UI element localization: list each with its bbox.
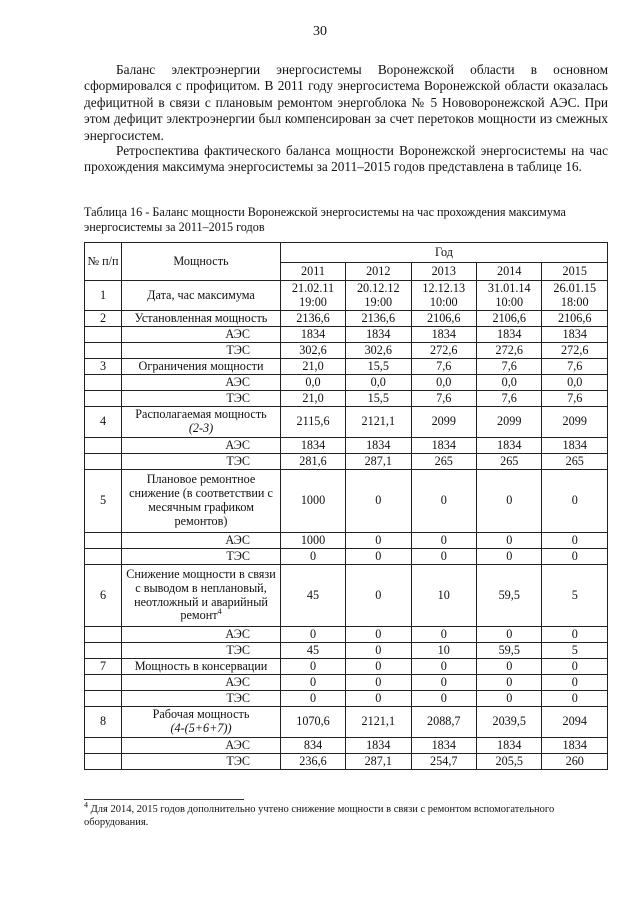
cell-value: 26.01.15 18:00 (542, 281, 608, 311)
cell-value: 0 (477, 675, 542, 691)
cell-value: 0 (346, 533, 411, 549)
table-row (85, 375, 608, 391)
table-row (85, 565, 608, 627)
row-number: 3 (85, 359, 122, 375)
cell-value: 287,1 (346, 754, 411, 770)
cell-value: 7,6 (542, 359, 608, 375)
cell-value: 59,5 (477, 565, 542, 627)
cell-value: 2106,6 (542, 311, 608, 327)
cell-value: 1834 (411, 438, 476, 454)
row-label-text: АЭС (225, 674, 250, 689)
cell-value: 0 (477, 691, 542, 707)
row-label (122, 375, 281, 391)
header-year-3: 2014 (477, 263, 542, 281)
cell-value: 15,5 (346, 391, 411, 407)
cell-value: 12.12.13 10:00 (411, 281, 476, 311)
cell-value: 0 (477, 549, 542, 565)
row-label-text: АЭС (225, 374, 250, 389)
cell-value: 1834 (542, 327, 608, 343)
table-row (85, 470, 608, 533)
row-label (122, 311, 281, 327)
table-row (85, 754, 608, 770)
row-number (85, 391, 122, 407)
cell-value: 2121,1 (346, 707, 411, 738)
cell-value: 45 (281, 565, 346, 627)
cell-value: 2136,6 (281, 311, 346, 327)
table-row (85, 327, 608, 343)
cell-value: 0 (477, 659, 542, 675)
cell-value: 0 (281, 549, 346, 565)
cell-value: 2106,6 (477, 311, 542, 327)
row-label-text: АЭС (225, 626, 250, 641)
cell-value: 302,6 (281, 343, 346, 359)
header-power: Мощность (122, 243, 281, 281)
row-label-text: Дата, час максимума (147, 287, 255, 302)
cell-value: 0 (346, 549, 411, 565)
cell-value: 0,0 (346, 375, 411, 391)
cell-value: 0,0 (281, 375, 346, 391)
cell-value: 1834 (477, 738, 542, 754)
row-label (122, 407, 281, 438)
footnote (84, 800, 608, 829)
table-row (85, 643, 608, 659)
cell-value: 2136,6 (346, 311, 411, 327)
row-number (85, 738, 122, 754)
cell-value: 0 (346, 470, 411, 533)
cell-value: 1834 (542, 438, 608, 454)
cell-value: 0 (346, 691, 411, 707)
cell-value: 272,6 (477, 343, 542, 359)
cell-value: 2121,1 (346, 407, 411, 438)
row-label (122, 533, 281, 549)
cell-value: 1834 (346, 327, 411, 343)
row-label-text: ТЭС (226, 690, 250, 705)
cell-value: 7,6 (411, 391, 476, 407)
cell-value: 2088,7 (411, 707, 476, 738)
header-num: № п/п (85, 243, 122, 281)
row-label-text: Снижение мощности в связи с выводом в неплановый, неотложный и аварийный ремонт (126, 566, 276, 623)
row-label (122, 438, 281, 454)
cell-value: 834 (281, 738, 346, 754)
cell-value: 45 (281, 643, 346, 659)
row-number (85, 549, 122, 565)
header-year: Год (281, 243, 608, 263)
row-number (85, 675, 122, 691)
cell-value: 0 (411, 533, 476, 549)
cell-value: 1000 (281, 533, 346, 549)
cell-value: 7,6 (411, 359, 476, 375)
footnote-text: Для 2014, 2015 годов дополнительно учтено снижение мощности в связи с ремонтом вспомогательного оборудования. (84, 804, 555, 828)
cell-value: 1834 (542, 738, 608, 754)
table-row (85, 738, 608, 754)
cell-value: 272,6 (411, 343, 476, 359)
cell-value: 2106,6 (411, 311, 476, 327)
footnote-divider (84, 799, 244, 800)
cell-value: 0 (411, 675, 476, 691)
table-row (85, 391, 608, 407)
cell-value: 7,6 (477, 391, 542, 407)
cell-value: 254,7 (411, 754, 476, 770)
table-row (85, 549, 608, 565)
cell-value: 0 (281, 627, 346, 643)
table-row (85, 675, 608, 691)
row-label-text: АЭС (225, 737, 250, 752)
cell-value: 21,0 (281, 391, 346, 407)
row-number (85, 343, 122, 359)
row-number: 4 (85, 407, 122, 438)
row-number (85, 454, 122, 470)
cell-value: 0 (411, 627, 476, 643)
cell-value: 5 (542, 643, 608, 659)
table-row (85, 359, 608, 375)
table-row (85, 627, 608, 643)
row-label-text: Установленная мощность (134, 310, 268, 325)
row-label (122, 281, 281, 311)
row-number: 7 (85, 659, 122, 675)
row-label-text: Располагаемая мощность (135, 407, 267, 422)
cell-value: 1834 (346, 438, 411, 454)
row-formula: (2-3) (188, 421, 214, 435)
row-label (122, 327, 281, 343)
table-row (85, 454, 608, 470)
row-label (122, 738, 281, 754)
cell-value: 260 (542, 754, 608, 770)
row-label-text: ТЭС (226, 548, 250, 563)
cell-value: 0 (346, 659, 411, 675)
cell-value: 1834 (346, 738, 411, 754)
table-row (85, 343, 608, 359)
cell-value: 0 (346, 643, 411, 659)
row-label (122, 470, 281, 533)
row-label-text: АЭС (225, 532, 250, 547)
cell-value: 205,5 (477, 754, 542, 770)
cell-value: 302,6 (346, 343, 411, 359)
row-number (85, 627, 122, 643)
table-row (85, 438, 608, 454)
cell-value: 5 (542, 565, 608, 627)
cell-value: 1834 (411, 738, 476, 754)
cell-value: 1834 (281, 438, 346, 454)
cell-value: 0,0 (411, 375, 476, 391)
paragraph-balance: Баланс электроэнергии энергосистемы Воронежской области в основном сформировался с профицитом. В 2011 году энергосистема Воронежской области оказалась дефицитной в связи с плановым ремонтом энергоблока № 5 Нововоронежской АЭС. При этом дефицит электроэнергии был компенсирован за счет перетоков мощности из смежных энергосистем. (84, 62, 608, 143)
cell-value: 2099 (477, 407, 542, 438)
cell-value: 0 (542, 659, 608, 675)
row-number: 2 (85, 311, 122, 327)
row-label-text: ТЭС (226, 390, 250, 405)
cell-value: 0 (542, 675, 608, 691)
paragraph-retrospective: Ретроспектива фактического баланса мощности Воронежской энергосистемы на час прохождения максимума энергосистемы за 2011–2015 годов представлена в таблице 16. (84, 143, 608, 175)
row-number: 1 (85, 281, 122, 311)
row-label (122, 643, 281, 659)
row-label-text: Мощность в консервации (134, 658, 268, 673)
row-number (85, 691, 122, 707)
cell-value: 265 (477, 454, 542, 470)
cell-value: 0 (542, 691, 608, 707)
row-label-text: ТЭС (226, 642, 250, 657)
cell-value: 2115,6 (281, 407, 346, 438)
row-label (122, 391, 281, 407)
cell-value: 0 (346, 675, 411, 691)
row-label (122, 754, 281, 770)
cell-value: 1834 (477, 438, 542, 454)
row-label (122, 359, 281, 375)
row-number (85, 327, 122, 343)
table-row (85, 533, 608, 549)
row-label-text: ТЭС (226, 453, 250, 468)
cell-value: 236,6 (281, 754, 346, 770)
cell-value: 0 (346, 565, 411, 627)
table-row (85, 311, 608, 327)
row-label-text: Плановое ремонтное снижение (в соответствии с месячным графиком ремонтов) (129, 472, 273, 528)
table-row (85, 691, 608, 707)
header-year-1: 2012 (346, 263, 411, 281)
table-row (85, 707, 608, 738)
cell-value: 1834 (281, 327, 346, 343)
cell-value: 0 (477, 533, 542, 549)
row-label-text: ТЭС (226, 753, 250, 768)
row-number: 6 (85, 565, 122, 627)
row-label-text: ТЭС (226, 342, 250, 357)
table-row (85, 281, 608, 311)
cell-value: 0 (411, 691, 476, 707)
cell-value: 1834 (411, 327, 476, 343)
header-year-4: 2015 (542, 263, 608, 281)
header-year-2: 2013 (411, 263, 476, 281)
cell-value: 272,6 (542, 343, 608, 359)
cell-value: 0 (281, 675, 346, 691)
cell-value: 1070,6 (281, 707, 346, 738)
row-number (85, 533, 122, 549)
row-number (85, 754, 122, 770)
cell-value: 59,5 (477, 643, 542, 659)
cell-value: 31.01.14 10:00 (477, 281, 542, 311)
cell-value: 0 (346, 627, 411, 643)
row-label (122, 691, 281, 707)
cell-value: 265 (542, 454, 608, 470)
cell-value: 0,0 (542, 375, 608, 391)
row-label-text: АЭС (225, 326, 250, 341)
row-number: 5 (85, 470, 122, 533)
cell-value: 0 (411, 659, 476, 675)
cell-value: 7,6 (477, 359, 542, 375)
cell-value: 0 (411, 549, 476, 565)
cell-value: 265 (411, 454, 476, 470)
row-number (85, 375, 122, 391)
cell-value: 7,6 (542, 391, 608, 407)
row-label (122, 565, 281, 627)
row-label-text: АЭС (225, 437, 250, 452)
cell-value: 2094 (542, 707, 608, 738)
cell-value: 0 (542, 627, 608, 643)
row-label (122, 707, 281, 738)
cell-value: 0 (477, 627, 542, 643)
cell-value: 0 (281, 691, 346, 707)
table-row (85, 659, 608, 675)
row-label (122, 343, 281, 359)
cell-value: 2099 (542, 407, 608, 438)
page-number: 30 (313, 24, 327, 39)
table-row (85, 407, 608, 438)
row-label (122, 454, 281, 470)
cell-value: 15,5 (346, 359, 411, 375)
cell-value: 2099 (411, 407, 476, 438)
row-label (122, 675, 281, 691)
row-label (122, 627, 281, 643)
cell-value: 0 (542, 549, 608, 565)
row-number: 8 (85, 707, 122, 738)
row-label-text: Ограничения мощности (138, 358, 264, 373)
cell-value: 0 (477, 470, 542, 533)
table-caption: Таблица 16 - Баланс мощности Воронежской энергосистемы на час прохождения максимума энергосистемы за 2011–2015 годов (84, 205, 566, 234)
power-balance-table (84, 242, 608, 770)
cell-value: 10 (411, 565, 476, 627)
cell-value: 281,6 (281, 454, 346, 470)
cell-value: 0 (411, 470, 476, 533)
footnote-ref: 4 (217, 607, 222, 617)
row-label (122, 659, 281, 675)
row-number (85, 438, 122, 454)
cell-value: 1834 (477, 327, 542, 343)
cell-value: 0 (281, 659, 346, 675)
cell-value: 1000 (281, 470, 346, 533)
footnote-mark: 4 (84, 800, 88, 810)
row-number (85, 643, 122, 659)
row-label (122, 549, 281, 565)
cell-value: 21.02.11 19:00 (281, 281, 346, 311)
row-label-text: Рабочая мощность (152, 707, 250, 722)
cell-value: 0 (542, 470, 608, 533)
cell-value: 0 (542, 533, 608, 549)
cell-value: 0,0 (477, 375, 542, 391)
cell-value: 2039,5 (477, 707, 542, 738)
cell-value: 21,0 (281, 359, 346, 375)
header-year-0: 2011 (281, 263, 346, 281)
cell-value: 287,1 (346, 454, 411, 470)
row-formula: (4-(5+6+7)) (170, 721, 232, 735)
cell-value: 10 (411, 643, 476, 659)
cell-value: 20.12.12 19:00 (346, 281, 411, 311)
